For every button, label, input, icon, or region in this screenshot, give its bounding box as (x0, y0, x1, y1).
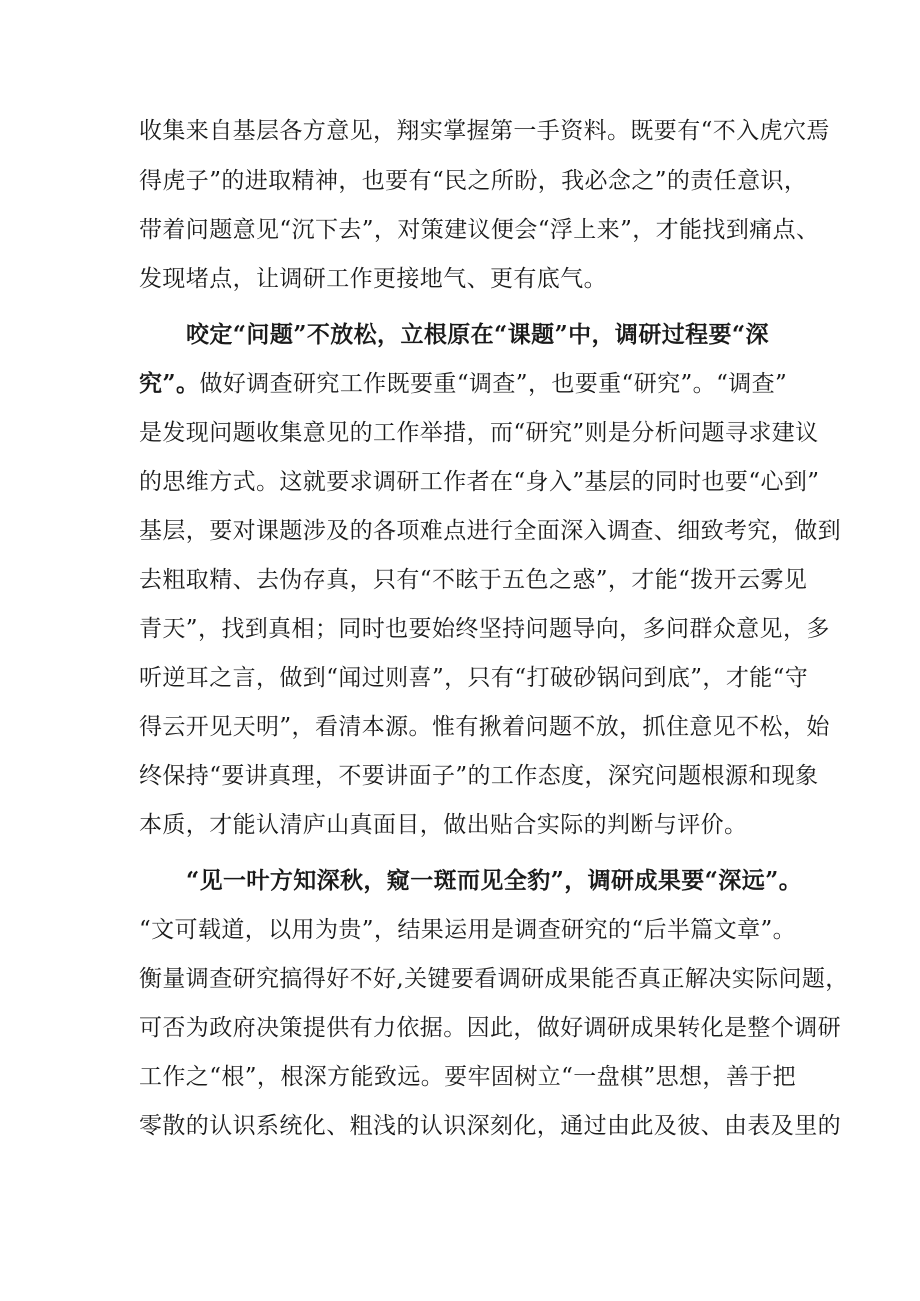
paragraph-1-line-1: 收集来自基层各方意见，翔实掌握第一手资料。既要有“不入虎穴焉 (139, 118, 830, 144)
paragraph-2-line-2-text: 做好调查研究工作既要重“调查”，也要重“研究”。“调查” (199, 371, 788, 397)
paragraph-2-line-4: 的思维方式。这就要求调研工作者在“身入”基层的同时也要“心到” (139, 469, 820, 495)
paragraph-1-line-4: 发现堵点，让调研工作更接地气、更有底气。 (139, 266, 607, 292)
paragraph-2-line-5: 基层，要对课题涉及的各项难点进行全面深入调查、细致考究，做到 (139, 518, 841, 544)
paragraph-3-line-5: 工作之“根”，根深方能致远。要牢固树立“一盘棋”思想，善于把 (139, 1064, 797, 1090)
paragraph-2-line-9: 得云开见天明”，看清本源。惟有揪着问题不放，抓住意见不松，始 (139, 714, 830, 740)
paragraph-2-heading-end: 究”。 (139, 370, 200, 397)
paragraph-2-line-7: 青天”，找到真相；同时也要始终坚持问题导向，多问群众意见，多 (139, 616, 830, 642)
paragraph-2-line-8: 听逆耳之言，做到“闻过则喜”，只有“打破砂锅问到底”，才能“守 (139, 665, 809, 691)
paragraph-2-line-11: 本质，才能认清庐山真面目，做出贴合实际的判断与评价。 (139, 812, 748, 838)
paragraph-3-line-6: 零散的认识系统化、粗浅的认识深刻化，通过由此及彼、由表及里的 (139, 1113, 841, 1139)
paragraph-2-line-10: 终保持“要讲真理，不要讲面子”的工作态度，深究问题根源和现象 (139, 763, 819, 789)
paragraph-1-line-3: 带着问题意见“沉下去”，对策建议便会“浮上来”，才能找到痛点、 (139, 217, 820, 243)
paragraph-3-line-3: 衡量调查研究搞得好不好,关键要看调研成果能否真正解决实际问题， (139, 966, 849, 992)
paragraph-2-line-2 (139, 369, 787, 399)
paragraph-3-heading: “见一叶方知深秋，窥一斑而见全豹”，调研成果要“深远”。 (186, 867, 803, 894)
paragraph-2-line-6: 去粗取精、去伪存真，只有“不眩于五色之惑”，才能“拨开云雾见 (139, 567, 808, 593)
paragraph-1-line-2: 得虎子”的进取精神，也要有“民之所盼，我必念之”的责任意识， (139, 168, 808, 194)
paragraph-2-heading: 咬定“问题”不放松，立根原在“课题”中，调研过程要“深 (186, 321, 769, 348)
paragraph-3-line-2: “文可载道，以用为贵”，结果运用是调查研究的“后半篇文章”。 (139, 917, 797, 943)
paragraph-2-line-3: 是发现问题收集意见的工作举措，而“研究”则是分析问题寻求建议 (139, 420, 819, 446)
paragraph-3-line-4: 可否为政府决策提供有力依据。因此，做好调研成果转化是整个调研 (139, 1015, 841, 1041)
